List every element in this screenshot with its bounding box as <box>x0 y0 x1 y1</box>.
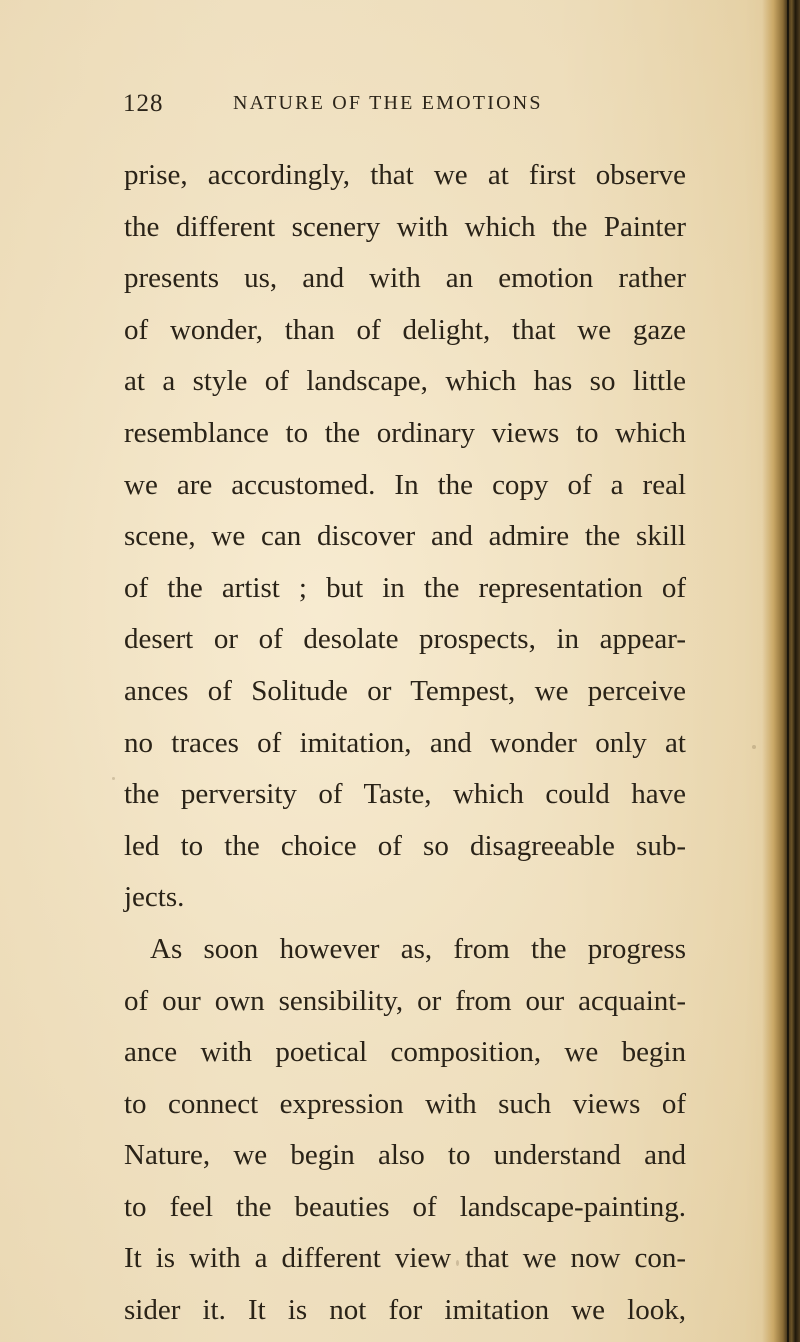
body-text <box>124 150 686 1337</box>
text-line: presents us, and with an emotion rather <box>124 262 686 295</box>
text-line: desert or of desolate prospects, in appear- <box>124 623 686 656</box>
running-head <box>0 90 800 126</box>
text-line: jects. <box>124 881 185 914</box>
page-number: 128 <box>123 90 164 117</box>
text-line: sider it. It is not for imitation we look, <box>124 1294 686 1327</box>
text-line: Nature, we begin also to understand and <box>124 1139 686 1172</box>
text-line: of our own sensibility, or from our acquaint- <box>124 984 686 1017</box>
text-line: prise, accordingly, that we at first observe <box>124 159 686 191</box>
binding-line <box>787 0 789 1342</box>
paper-speck <box>112 777 115 780</box>
text-line: It is with a different view that we now con- <box>124 1242 686 1275</box>
text-line: no traces of imitation, and wonder only at <box>124 726 686 759</box>
paper-speck <box>752 745 756 749</box>
text-line: ance with poetical composition, we begin <box>124 1036 686 1069</box>
text-line: scene, we can discover and admire the skill <box>124 520 686 553</box>
text-line: to connect expression with such views of <box>124 1087 686 1120</box>
page-edge-shadow <box>762 0 800 1342</box>
text-line: the different scenery with which the Painter <box>124 210 686 243</box>
running-title: NATURE OF THE EMOTIONS <box>233 92 543 114</box>
paragraph-first-line: As soon however as, from the progress <box>150 932 686 965</box>
text-line: to feel the beauties of landscape-painting. <box>124 1190 686 1223</box>
text-line: at a style of landscape, which has so little <box>124 365 686 398</box>
text-line: led to the choice of so disagreeable sub- <box>124 829 686 862</box>
text-line: of wonder, than of delight, that we gaze <box>124 313 686 346</box>
text-line: we are accustomed. In the copy of a real <box>124 468 686 501</box>
text-line: ances of Solitude or Tempest, we perceive <box>124 674 686 707</box>
text-line: resemblance to the ordinary views to which <box>124 416 686 449</box>
text-line: of the artist ; but in the representation of <box>124 571 686 604</box>
text-line: the perversity of Taste, which could have <box>124 778 686 811</box>
